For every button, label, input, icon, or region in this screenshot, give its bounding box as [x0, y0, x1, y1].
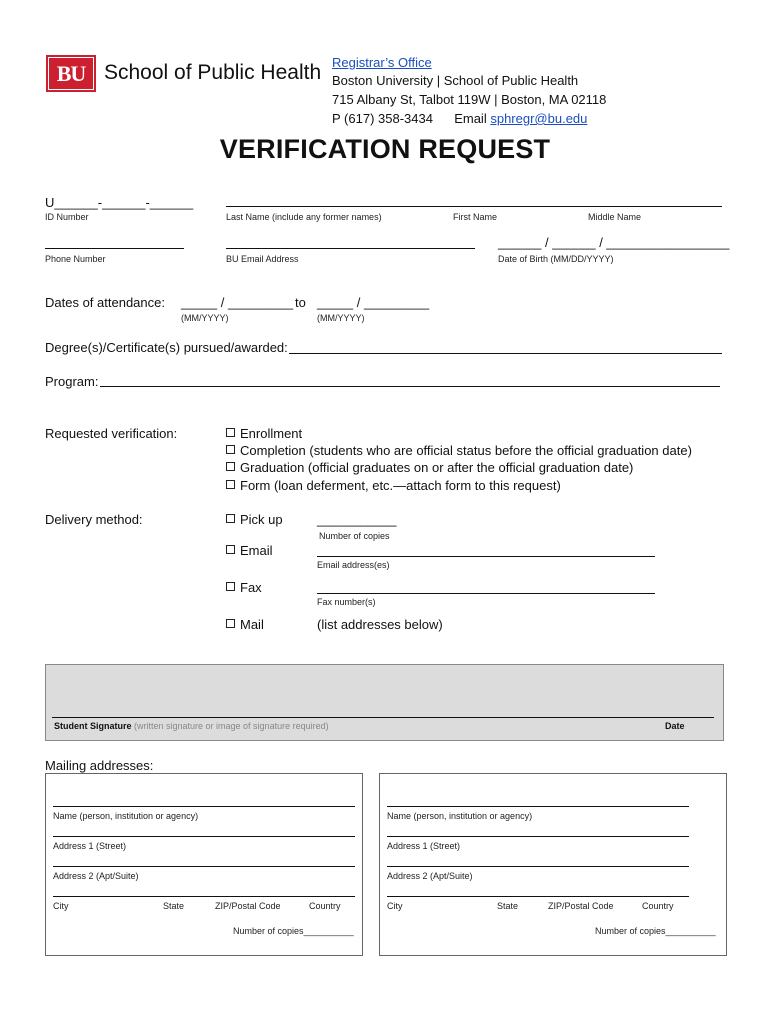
- state-label: State: [497, 901, 519, 911]
- name-label: Name (person, institution or agency): [387, 811, 533, 821]
- city-label: City: [53, 901, 69, 911]
- copies-field[interactable]: Number of copies__________: [595, 926, 716, 936]
- delivery-email[interactable]: Email: [226, 543, 273, 558]
- city-state-line[interactable]: [53, 896, 355, 897]
- dates-attendance-label: Dates of attendance:: [45, 295, 165, 310]
- logo-mark: BU: [56, 60, 86, 86]
- delivery-mail[interactable]: Mail: [226, 617, 264, 632]
- address1-label: Address 1 (Street): [387, 841, 461, 851]
- phone-number: P (617) 358-3434: [332, 111, 433, 126]
- dob-label: Date of Birth (MM/DD/YYYY): [498, 254, 614, 264]
- first-name-label: First Name: [453, 212, 498, 222]
- city-label: City: [387, 901, 403, 911]
- phone-label: Phone Number: [45, 254, 106, 264]
- contact-line: [332, 111, 587, 126]
- address1-label: Address 1 (Street): [53, 841, 127, 851]
- bu-email-label: BU Email Address: [226, 254, 299, 264]
- address2-label: Address 2 (Apt/Suite): [387, 871, 473, 881]
- date-to-format: (MM/YYYY): [317, 313, 365, 323]
- address-line-2: 715 Albany St, Talbot 119W | Boston, MA 02118: [332, 92, 607, 107]
- name-label: Name (person, institution or agency): [53, 811, 199, 821]
- checkbox-icon[interactable]: [226, 480, 235, 489]
- fax-number-label: Fax number(s): [317, 597, 376, 607]
- address2-line[interactable]: [387, 866, 689, 867]
- dob-field[interactable]: ______ / ______ / _________________: [498, 235, 730, 250]
- country-label: Country: [642, 901, 674, 911]
- program-field-line[interactable]: [100, 386, 720, 387]
- copies-label: Number of copies: [319, 531, 390, 541]
- zip-label: ZIP/Postal Code: [215, 901, 281, 911]
- date-to-field[interactable]: _____ / _________: [317, 295, 430, 310]
- delivery-method-label: Delivery method:: [45, 512, 143, 527]
- signature-date-label: Date: [665, 721, 685, 731]
- address-line-1: Boston University | School of Public Health: [332, 73, 579, 88]
- address2-label: Address 2 (Apt/Suite): [53, 871, 139, 881]
- bu-email-field-line[interactable]: [226, 248, 475, 249]
- last-name-label: Last Name (include any former names): [226, 212, 382, 222]
- email-label: Email: [454, 111, 487, 126]
- signature-line[interactable]: [52, 717, 714, 718]
- to-label: to: [295, 295, 306, 310]
- mailing-addresses-title: Mailing addresses:: [45, 758, 154, 773]
- option-completion[interactable]: Completion (students who are official status before the official graduation date): [226, 443, 692, 458]
- address1-line[interactable]: [53, 836, 355, 837]
- date-from-field[interactable]: _____ / _________: [181, 295, 294, 310]
- checkbox-icon[interactable]: [226, 445, 235, 454]
- mailing-address-box-2: [379, 773, 727, 956]
- address2-line[interactable]: [53, 866, 355, 867]
- checkbox-icon[interactable]: [226, 545, 235, 554]
- id-number-field[interactable]: U______-______-______: [45, 195, 194, 210]
- country-label: Country: [309, 901, 341, 911]
- phone-field-line[interactable]: [45, 248, 184, 249]
- id-number-label: ID Number: [45, 212, 89, 222]
- name-field-line[interactable]: [226, 206, 722, 207]
- option-enrollment[interactable]: Enrollment: [226, 426, 302, 441]
- checkbox-icon[interactable]: [226, 619, 235, 628]
- requested-verification-label: Requested verification:: [45, 426, 178, 441]
- city-state-line[interactable]: [387, 896, 689, 897]
- pickup-copies-field[interactable]: ___________: [317, 512, 397, 527]
- zip-label: ZIP/Postal Code: [548, 901, 614, 911]
- registrar-office-link[interactable]: Registrar’s Office: [332, 55, 432, 70]
- copies-field[interactable]: Number of copies__________: [233, 926, 354, 936]
- school-name: School of Public Health: [104, 61, 322, 84]
- page-title: VERIFICATION REQUEST: [219, 134, 551, 164]
- signature-box[interactable]: [45, 664, 724, 741]
- checkbox-icon[interactable]: [226, 462, 235, 471]
- name-line[interactable]: [53, 806, 355, 807]
- option-graduation[interactable]: Graduation (official graduates on or after the official graduation date): [226, 460, 633, 475]
- delivery-pickup[interactable]: Pick up: [226, 512, 283, 527]
- degree-label: Degree(s)/Certificate(s) pursued/awarded:: [45, 340, 288, 355]
- email-link[interactable]: sphregr@bu.edu: [490, 111, 588, 126]
- email-addresses-label: Email address(es): [317, 560, 390, 570]
- mailing-address-box-1: [45, 773, 363, 956]
- degree-field-line[interactable]: [289, 353, 722, 354]
- address1-line[interactable]: [387, 836, 689, 837]
- state-label: State: [163, 901, 185, 911]
- name-line[interactable]: [387, 806, 689, 807]
- delivery-fax[interactable]: Fax: [226, 580, 262, 595]
- mail-note: (list addresses below): [317, 617, 443, 632]
- checkbox-icon[interactable]: [226, 428, 235, 437]
- fax-number-line[interactable]: [317, 593, 655, 594]
- program-label: Program:: [45, 374, 99, 389]
- bu-logo: [46, 55, 96, 92]
- checkbox-icon[interactable]: [226, 582, 235, 591]
- signature-label: Student Signature: [54, 721, 132, 731]
- email-addresses-line[interactable]: [317, 556, 655, 557]
- checkbox-icon[interactable]: [226, 514, 235, 523]
- middle-name-label: Middle Name: [588, 212, 642, 222]
- option-form[interactable]: Form (loan deferment, etc.—attach form to this request): [226, 478, 561, 493]
- signature-note: (written signature or image of signature required): [134, 721, 329, 731]
- date-from-format: (MM/YYYY): [181, 313, 229, 323]
